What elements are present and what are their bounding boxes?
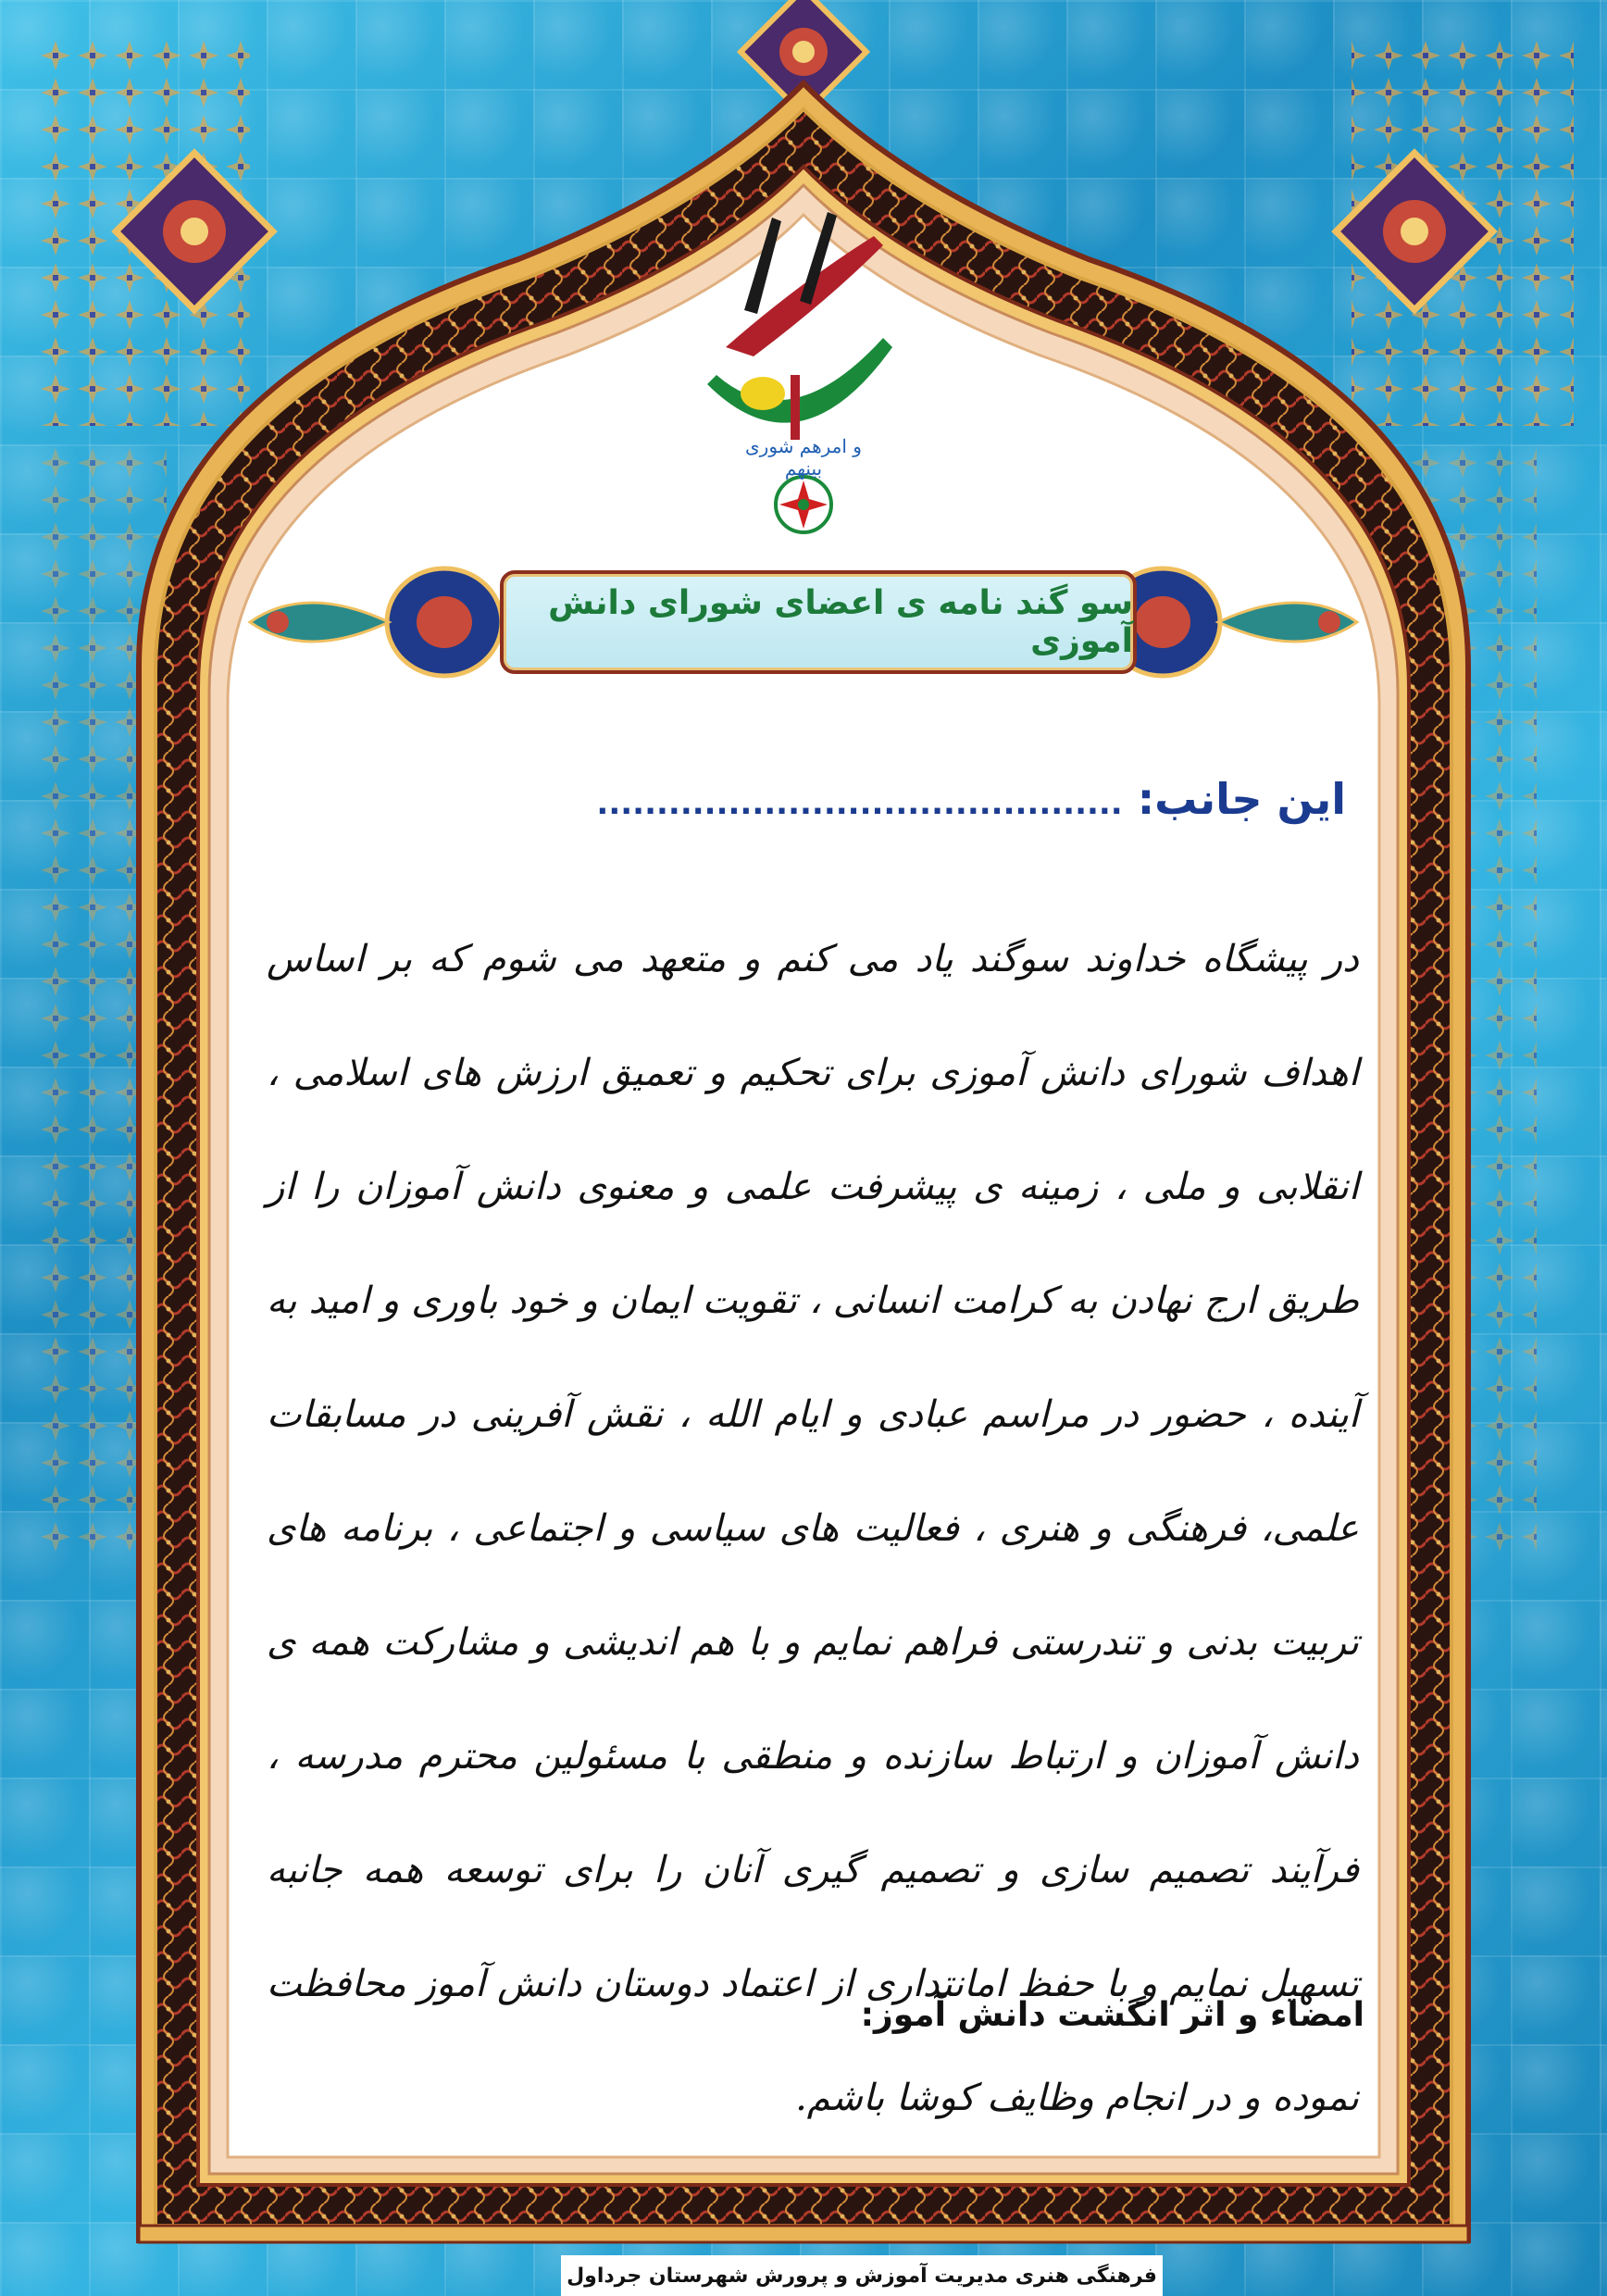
- logo-motto: و امرهم شوری بینهم: [745, 435, 862, 480]
- signature-label: امضاء و اثر انگشت دانش آموز:: [860, 1996, 1364, 2034]
- name-label: این جانب:: [1137, 774, 1346, 824]
- footer-bar: [561, 2255, 1163, 2296]
- name-field: [596, 774, 1346, 824]
- title-box: [500, 570, 1137, 674]
- footer-text: فرهنگی هنری مدیریت آموزش و پرورش شهرستان جرداول: [567, 2264, 1157, 2288]
- salam-logo: [689, 199, 918, 560]
- document-title: سو گند نامه ی اعضای شورای دانش آموزی: [548, 584, 1133, 660]
- name-blank[interactable]: ............................................: [596, 785, 1123, 822]
- oath-paragraph: در پیشگاه خداوند سوگند یاد می کنم و متعهد می شوم که بر اساس اهداف شورای دانش آموزی برای تحکیم و تعمیق ارزش های اسلامی ، انقلابی و ملی ، زمینه ی پیشرفت علمی و معنوی دانش آموزان را از طریق ارج نهادن به کرامت انسانی ، تقویت ایمان و خود باوری و امید به آینده ، حضور در مراسم عبادی و ایام الله ، نقش آفرینی در مسابقات علمی، فرهنگی و هنری ، فعالیت های سیاسی و اجتماعی ، برنامه های تربیت بدنی و تندرستی فراهم نمایم و با هم اندیشی و مشارکت همه ی دانش آموزان و ارتباط سازنده و منطقی با مسئولین محترم مدرسه ، فرآیند تصمیم سازی و تصمیم گیری آنان را برای توسعه همه جانبه تسهیل نمایم و با حفظ امانتداری از اعتماد دوستان دانش آموز محافظت نموده و در انجام وظایف کوشا باشم.: [267, 938, 1359, 2119]
